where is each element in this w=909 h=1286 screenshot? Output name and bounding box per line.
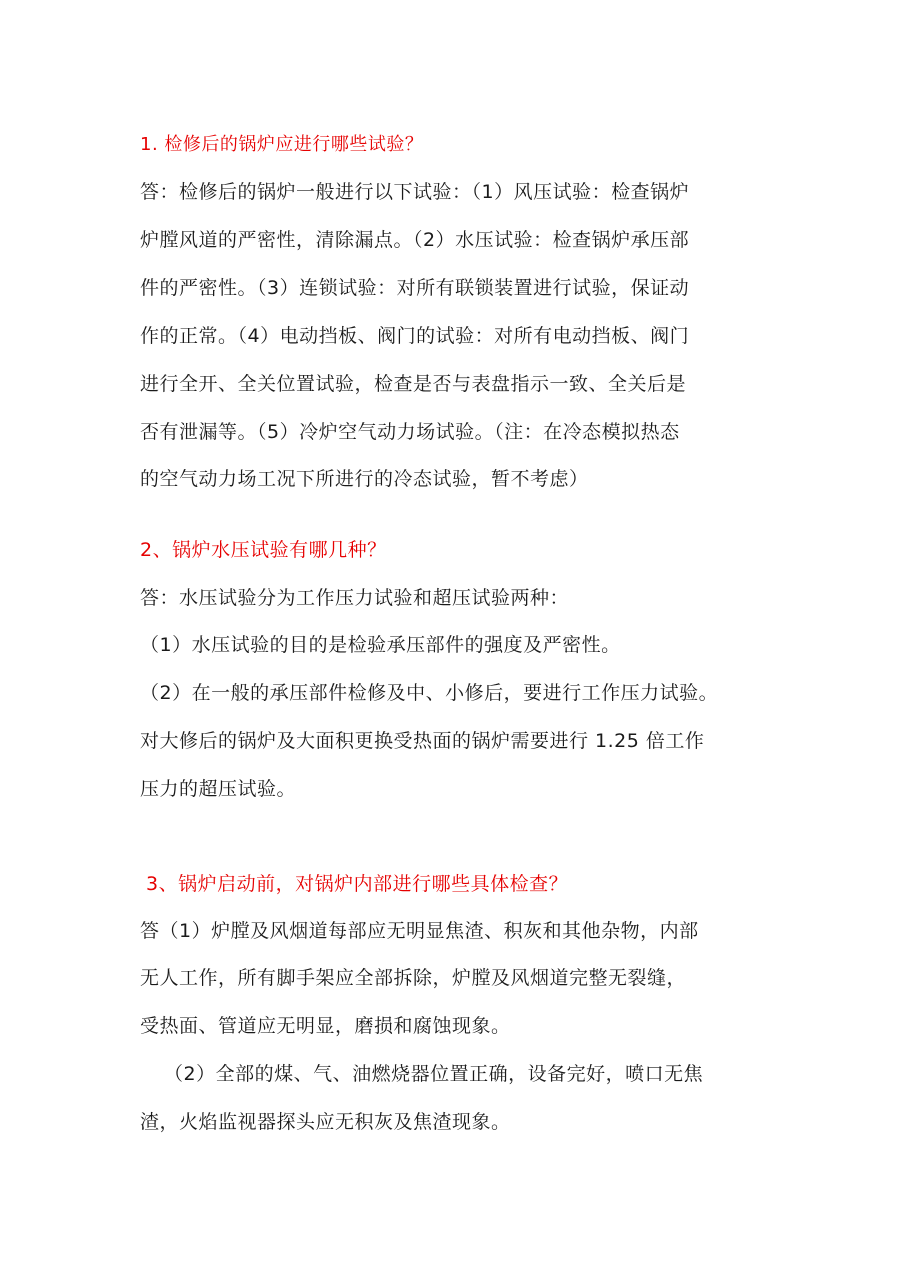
answer-3-line-3: 受热面、管道应无明显，磨损和腐蚀现象。	[140, 1015, 511, 1037]
answer-1-line-2: 炉膛风道的严密性，清除漏点。（2）水压试验：检查锅炉承压部	[140, 229, 690, 251]
answer-3-line-2: 无人工作，所有脚手架应全部拆除，炉膛及风烟道完整无裂缝，	[140, 967, 687, 989]
answer-2-line-5: 压力的超压试验。	[140, 778, 297, 800]
question-3-heading: 3、锅炉启动前，对锅炉内部进行哪些具体检查？	[146, 873, 569, 895]
answer-3-line-1: 答（1）炉膛及风烟道每部应无明显焦渣、积灰和其他杂物，内部	[140, 920, 699, 942]
answer-2-line-2: （1）水压试验的目的是检验承压部件的强度及严密性。	[140, 634, 621, 656]
answer-1-line-6: 否有泄漏等。（5）冷炉空气动力场试验。（注：在冷态模拟热态	[140, 421, 680, 443]
answer-1-line-3: 件的严密性。（3）连锁试验：对所有联锁装置进行试验，保证动	[140, 277, 690, 299]
answer-1-line-1: 答：检修后的锅炉一般进行以下试验：（1）风压试验：检查锅炉	[140, 181, 690, 203]
answer-2-line-4: 对大修后的锅炉及大面积更换受热面的锅炉需要进行 1.25 倍工作	[140, 730, 705, 752]
answer-3-line-4: （2）全部的煤、气、油燃烧器位置正确，设备完好，喷口无焦	[164, 1063, 704, 1085]
answer-1-line-4: 作的正常。（4）电动挡板、阀门的试验：对所有电动挡板、阀门	[140, 325, 690, 347]
question-2-heading: 2、锅炉水压试验有哪几种？	[140, 539, 387, 561]
answer-2-line-1: 答：水压试验分为工作压力试验和超压试验两种：	[140, 587, 570, 609]
answer-2-line-3: （2）在一般的承压部件检修及中、小修后，要进行工作压力试验。	[140, 682, 719, 704]
answer-3-line-5: 渣，火焰监视器探头应无积灰及焦渣现象。	[140, 1111, 511, 1133]
question-1-heading: 1. 检修后的锅炉应进行哪些试验？	[140, 134, 424, 155]
answer-1-line-7: 的空气动力场工况下所进行的冷态试验，暂不考虑）	[140, 468, 589, 490]
answer-1-line-5: 进行全开、全关位置试验，检查是否与表盘指示一致、全关后是	[140, 373, 687, 395]
